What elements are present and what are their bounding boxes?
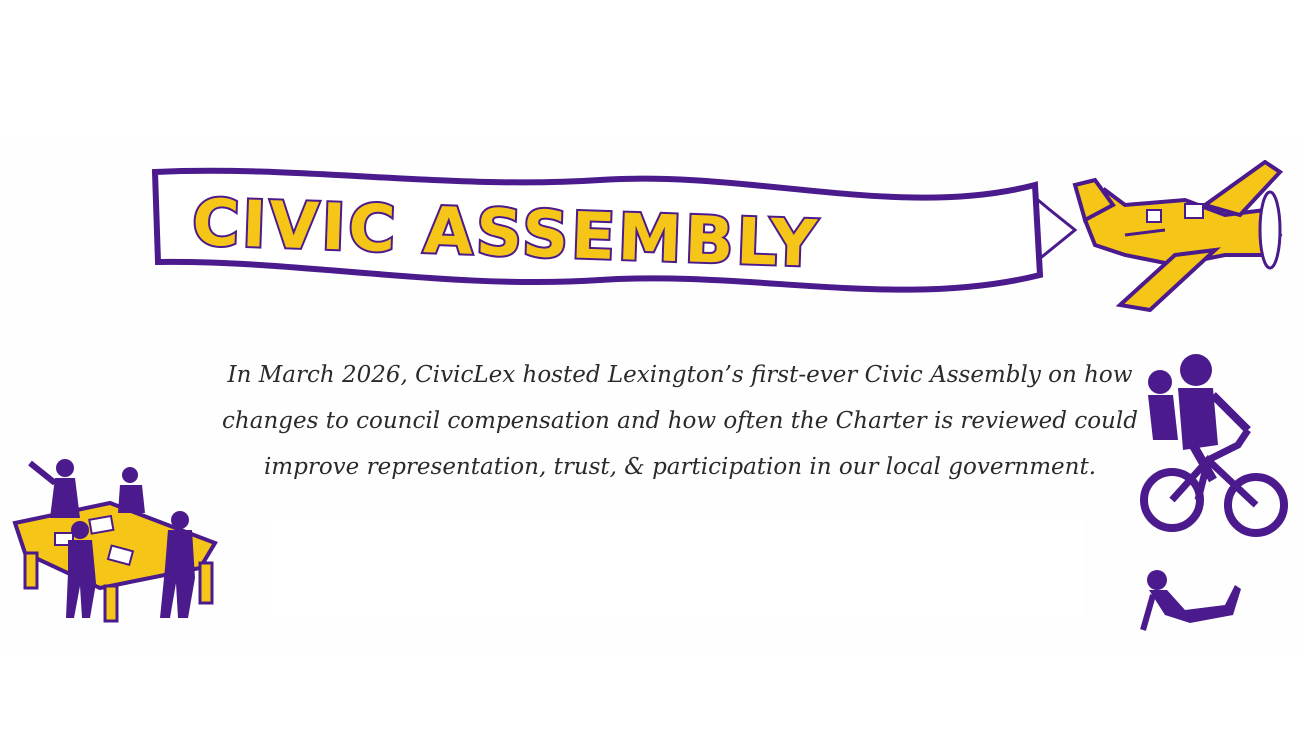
embed-placeholder xyxy=(272,519,1084,619)
tow-rope xyxy=(1038,200,1075,260)
meeting-table-illustration xyxy=(10,458,230,628)
banner-graphic xyxy=(150,160,1290,320)
banner-title: CIVIC ASSEMBLY xyxy=(191,186,821,282)
intro-paragraph: In March 2026, CivicLex hosted Lexington’s first-ever Civic Assembly on how changes to council compensation and how often the Charter is reviewed could improve representation, trust, & participation in our local government. xyxy=(222,362,1138,480)
airplane-illustration xyxy=(1075,162,1280,310)
bicycle-riders-illustration xyxy=(1138,350,1290,545)
reclining-person-illustration xyxy=(1135,565,1245,645)
